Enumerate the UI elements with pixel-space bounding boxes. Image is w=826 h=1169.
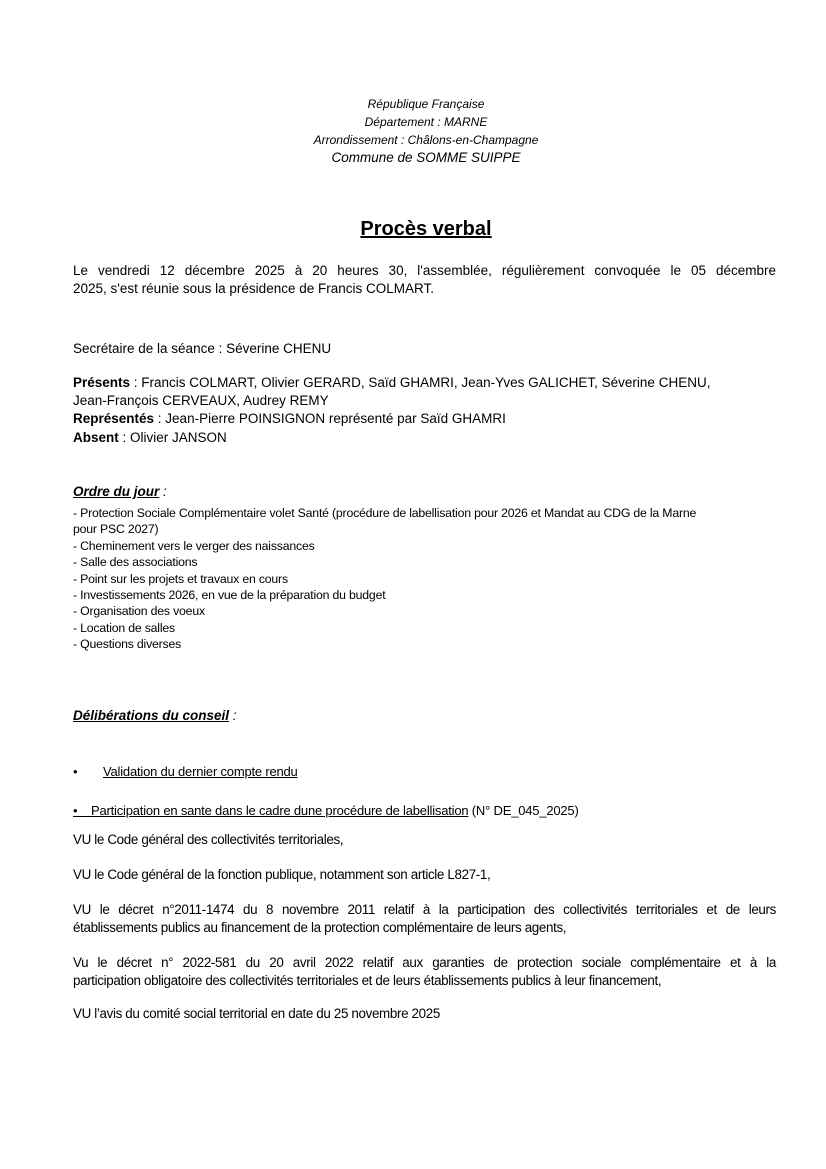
vu-line: participation obligatoire des collectivités territoriales et de leurs établissements publics à leur financement, <box>73 973 662 988</box>
absent-label: Absent <box>73 430 119 445</box>
header-commune: Commune de SOMME SUIPPE <box>331 150 521 165</box>
absent-names: : Olivier JANSON <box>118 430 227 445</box>
present-line-1 <box>73 375 776 390</box>
present-label: Présents <box>73 375 131 390</box>
represented-label: Représentés <box>73 411 155 426</box>
intro-line-2: 2025, s'est réunie sous la présidence de Francis COLMART. <box>73 281 435 296</box>
present-line-2: Jean-François CERVEAUX, Audrey REMY <box>73 393 329 408</box>
agenda-item: - Protection Sociale Complémentaire volet Santé (procédure de labellisation pour 2026 et Mandat au CDG de la Marne <box>73 506 697 520</box>
vu-line: Vu le décret n° 2022-581 du 20 avril 2022 relatif aux garanties de protection sociale complémentaire et à la <box>73 955 776 970</box>
represented-names: : Jean-Pierre POINSIGNON représenté par Saïd GHAMRI <box>154 411 506 426</box>
deliberation-participation: • Participation en sante dans le cadre dune procédure de labellisation (N° DE_045_2025) <box>73 803 579 818</box>
agenda-item: - Salle des associations <box>73 555 198 569</box>
present-names: : Francis COLMART, Olivier GERARD, Saïd GHAMRI, Jean-Yves GALICHET, Séverine CHENU, <box>130 375 711 390</box>
vu-line: établissements publics au financement de la protection complémentaire de leurs agents, <box>73 920 567 935</box>
agenda-item: pour PSC 2027) <box>73 522 159 536</box>
agenda-item: - Cheminement vers le verger des naissances <box>73 539 315 553</box>
header-departement: Département : MARNE <box>364 115 488 129</box>
header-arrondissement: Arrondissement : Châlons-en-Champagne <box>313 133 539 147</box>
absent-line <box>73 430 776 445</box>
deliberation-validation: Validation du dernier compte rendu <box>103 764 298 779</box>
header-republique: République Française <box>367 97 485 111</box>
vu-line: VU le Code général des collectivités territoriales, <box>73 832 344 847</box>
vu-line: VU le Code général de la fonction publique, notamment son article L827-1, <box>73 867 491 882</box>
represented-line <box>73 411 776 426</box>
agenda-item: - Point sur les projets et travaux en cours <box>73 572 288 586</box>
bullet-icon: • <box>73 803 91 818</box>
agenda-item: - Questions diverses <box>73 637 182 651</box>
agenda-item: - Location de salles <box>73 621 175 635</box>
vu-line: VU l’avis du comité social territorial en date du 25 novembre 2025 <box>73 1006 440 1021</box>
bullet-icon: • <box>73 764 78 779</box>
secretary: Secrétaire de la séance : Séverine CHENU <box>73 341 332 356</box>
agenda-item: - Organisation des voeux <box>73 604 205 618</box>
agenda-heading: Ordre du jour : <box>73 484 167 499</box>
intro-line-1: Le vendredi 12 décembre 2025 à 20 heures 30, l'assemblée, régulièrement convoquée le 05 décembre <box>73 263 776 278</box>
deliberations-heading: Délibérations du conseil : <box>73 708 237 723</box>
page-title: Procès verbal <box>360 218 492 240</box>
agenda-item: - Investissements 2026, en vue de la préparation du budget <box>73 588 386 602</box>
vu-line: VU le décret n°2011-1474 du 8 novembre 2011 relatif à la participation des collectivités territoriales et de leurs <box>73 902 776 917</box>
